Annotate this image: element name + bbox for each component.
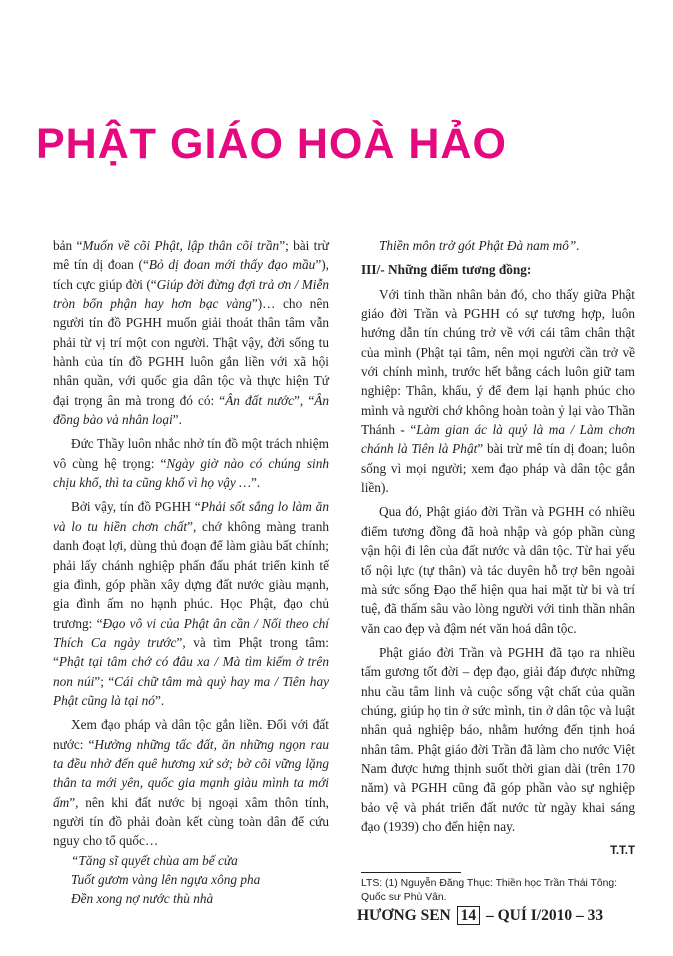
italic-quote: Đạo vô vi của Phật ân cần / Nối theo chí Thích Ca ngày trước [53,615,330,650]
italic-quote: Giúp đời đừng đợi trả ơn / Miễn tròn bổn phận hay hơn bạc vàng [53,276,330,312]
text-run: Xem đạo pháp và dân tộc gắn liền. Đối với đất nước: “ [53,717,329,752]
italic-quote: Ngày giờ nào có chúng sinh chịu khổ, thì ta cũng khổ vì họ vậy … [53,455,329,491]
issue-and-page: – QUÍ I/2010 – 33 [485,907,604,924]
paragraph [53,715,329,850]
text-run: Qua đó, Phật giáo đời Trần và PGHH có nhiều điểm tương đồng đã hoà nhập và góp phần cùng vận hội đi lên của đất nước và dân tộc. Từ hai yếu tố nội lực (tự thân) và tác duyên hỗ trợ bên ngoài mà sức sống Đạo thể hiện qua hai mặt từ bi và trí tuệ, đã thấm sâu vào lòng người với tinh thần nhân văn cao đẹp và đậm nét văn hoá dân tộc. [361,504,635,636]
text-run: Với tinh thần nhân bản đó, cho thấy giữa Phật giáo đời Trần và PGHH có sự tương hợp, luôn hướng dẫn tín chúng trở về với cái tâm chân thật của mình (Phật tại tâm, nên mọi người cần trở về với chính mình, trước hết bằng cách luôn giữ tam nghiệp: Thân, khẩu, ý để đem lại hạnh phúc cho mình và người chớ không hoàn toàn ỷ lại vào Thần Thánh - “ [361,286,635,438]
verse-line: “Tăng sĩ quyết chùa am bế cửa [71,852,238,868]
verse-line: Đền xong nợ nước thù nhà [71,891,214,907]
paragraph [361,643,635,836]
italic-quote: Muốn về cõi Phật, lập thân cõi trần [82,238,280,253]
footnote-divider [361,872,461,873]
magazine-name: HƯƠNG SEN [357,907,451,924]
text-run: ”; “ [94,673,115,689]
text-run: ” bài trừ mê tín dị đoan; luôn sống vì mọi người; xem đạo pháp và dân tộc gắn liền). [361,441,635,496]
text-run: ”. [154,692,165,708]
left-column [53,236,329,909]
verse-line: Tuốt gươm vàng lên ngựa xông pha [71,872,261,887]
text-run: ”, “ [294,392,315,408]
italic-quote: Ân đồng bào và nhân loại [53,392,330,428]
text-run: ”, chớ không màng tranh danh đoạt lợi, dùng thủ đoạn để làm giàu bất chính; phải lấy chánh nghiệp phấn đấu phát triển kinh tế gia đình, góp phần xây dựng đất nước giàu mạnh, gia đình ấm no hạnh phúc. Học Phật, đạo chủ trương: “ [53,518,329,631]
verse-line: Thiền môn trở gót Phật Đà nam mô”. [379,238,580,253]
text-run: ”. [250,475,261,491]
text-run: bản “ [53,238,83,253]
italic-quote: Cái chữ tâm mà quỷ hay ma / Tiên hay Phật cũng là tại nó [53,673,330,708]
text-run: ”, nên khi đất nước bị ngoại xâm thôn tính, người tín đồ phải đoàn kết cùng toàn dân để cứu nguy cho tổ quốc… [53,794,329,849]
italic-quote: Ân đất nước [225,392,295,408]
italic-quote: Phải sốt sắng lo làm ăn và lo tu hiền chơn chất [53,499,329,534]
article-title: PHẬT GIÁO HOÀ HẢO [36,120,507,168]
italic-quote: Hưởng những tấc đất, ăn những ngọn rau ta đều nhờ đến quê hương xứ sở; bờ cõi vững lặng thân ta mới yên, quốc gia mạnh giàu mình ta mới ấm [53,736,329,810]
footnote: LTS: (1) Nguyễn Đăng Thục: Thiền học Trần Thái Tông: Quốc sư Phù Vân. [361,877,618,903]
issue-number-box: 14 [457,906,481,925]
right-column-body [361,236,635,862]
paragraph [361,285,635,498]
text-run: ”), tích cực giúp đời (“ [53,257,329,292]
right-column [361,236,635,905]
text-run: ”; bài trừ mê tín dị đoan (“ [53,238,329,273]
author-signature: T.T.T [610,845,635,858]
text-run: ”, và tìm Phật trong tâm: “ [53,634,329,670]
text-run: ”)… cho nên người tín đồ PGHH muốn giải thoát thân tâm vẫn phải từ vị trí một con người. Thật vậy, đời sống tu hành của tín đồ PGHH luôn gắn liền với xã hội nhân quần, với quốc gia dân tộc và thực hiện Tứ đại trọng ân mà trong đó có: “ [53,296,329,408]
italic-quote: Làm gian ác là quỷ là ma / Làm chơn chánh là Tiên là Phật [361,422,635,457]
text-run: Phật giáo đời Trần và PGHH đã tạo ra nhiều tấm gương tốt đời – đẹp đạo, giải đáp được những nhu cầu tâm linh và cuộc sống vật chất của quần chúng, giúp họ tin ở sức mình, tin ở dân tộc và luật nhân quả nghiệp báo, nhằm hướng đến tịnh hoá nhân tâm. Phật giáo đời Trần đã làm cho nước Việt Nam được hưng thịnh suốt thời gian dài (trên 170 năm) và PGHH cũng đã góp phần vào sự nghiệp bảo vệ và phát triển đất nước từ ngày khai sáng đạo (1939) cho đến hiện nay. [361,644,635,834]
paragraph [53,434,329,492]
paragraph [361,502,635,637]
text-run: Đức Thầy luôn nhắc nhở tín đồ một trách nhiệm vô cùng hệ trọng: “ [53,436,329,471]
paragraph [53,236,329,429]
italic-quote: Phật tại tâm chớ có đâu xa / Mà tìm kiếm ở trên non núi [53,654,329,689]
section-heading: III/- Những điểm tương đồng: [361,262,532,278]
text-run: Bởi vậy, tín đồ PGHH “ [71,499,201,515]
text-run: ”. [172,412,182,428]
page-footer [357,906,635,925]
paragraph [53,497,329,710]
italic-quote: Bỏ dị đoan mới thấy đạo mầu [148,257,316,273]
